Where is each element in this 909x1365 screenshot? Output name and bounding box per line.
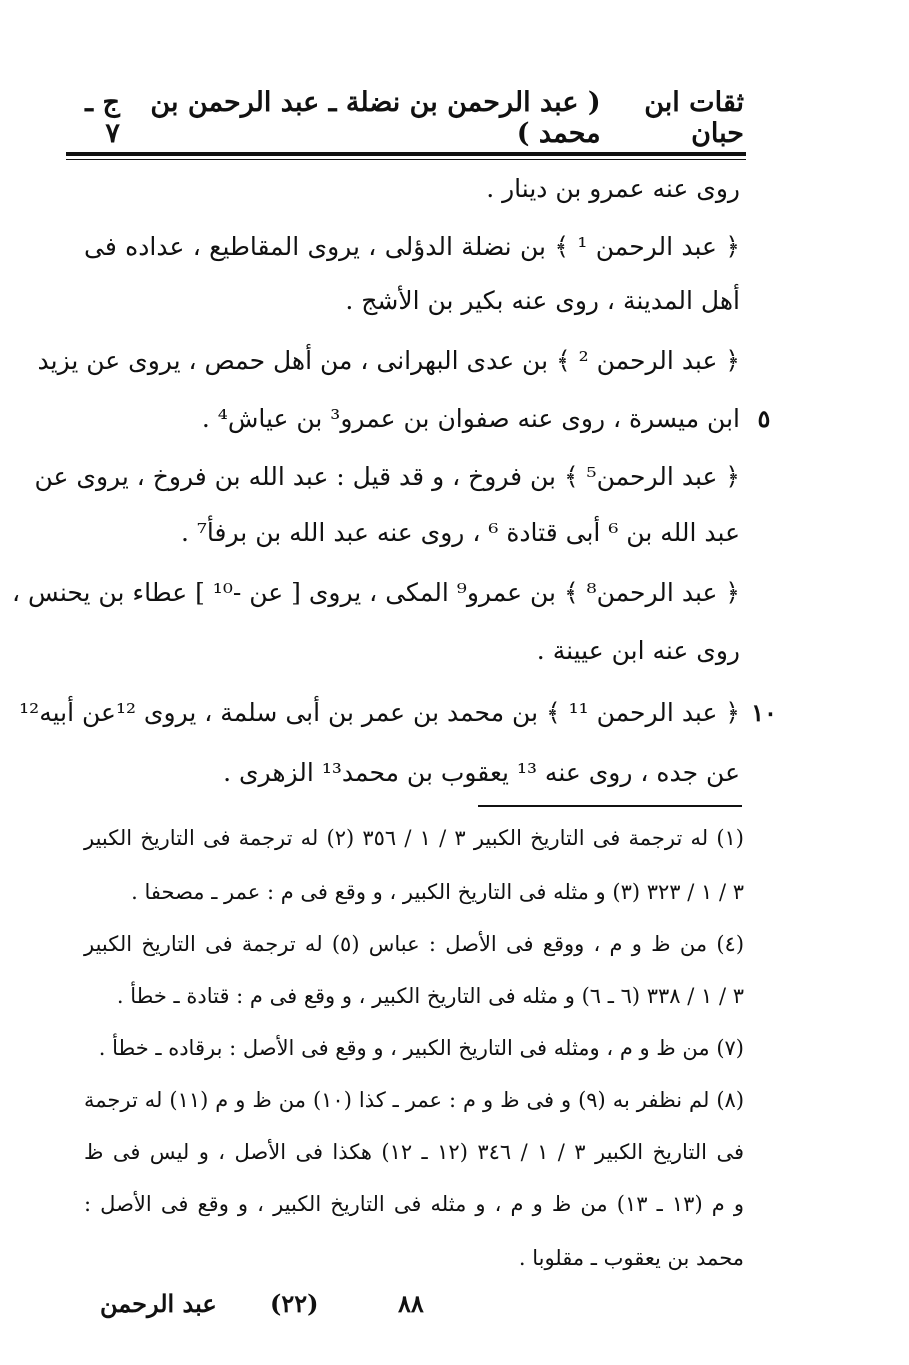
text-line: روى عنه عمرو بن دينار . [486, 174, 740, 203]
page-number: ٨٨ [398, 1289, 424, 1318]
text-line: عبد الله بن ⁶ أبى قتادة ⁶ ، روى عنه عبد الله بن برفأ⁷ . [180, 518, 740, 547]
header-rule-thin [66, 159, 746, 160]
text-line: ﴿ عبد الرحمن ¹¹ ﴾ بن محمد بن عمر بن أبى سلمة ، يروى ¹²عن أبيه¹² [19, 698, 740, 727]
volume-number: ج ـ ٧ [85, 87, 120, 149]
book-title: ثقات ابن حبان [644, 87, 744, 149]
text-line: ابن ميسرة ، روى عنه صفوان بن عمرو³ بن عياش⁴ . [201, 404, 740, 433]
margin-line-number: ١٠ [751, 698, 777, 727]
text-line: ﴿ عبد الرحمن⁵ ﴾ بن فروخ ، و قد قيل : عبد الله بن فروخ ، يروى عن [34, 462, 740, 491]
margin-line-number: ٥ [757, 404, 771, 433]
footnote-separator [478, 805, 742, 807]
text-line: ﴿ عبد الرحمن ¹ ﴾ بن نضلة الدؤلى ، يروى المقاطيع ، عداده فى [84, 232, 740, 261]
footnote-line: ٣ / ١ / ٣٣٨ (٦ ـ ٦) و مثله فى التاريخ الكبير ، و وقع فى م : قتادة ـ خطأ . [116, 984, 744, 1008]
running-header [68, 87, 744, 149]
footnote-line: محمد بن يعقوب ـ مقلوبا . [518, 1246, 744, 1270]
text-line: ﴿ عبد الرحمن ² ﴾ بن عدى البهرانى ، من أهل حمص ، يروى عن يزيد [37, 346, 740, 375]
footer-section-name: عبد الرحمن [100, 1289, 217, 1318]
footnote-line: (١) له ترجمة فى التاريخ الكبير ٣ / ١ / ٣٥٦ (٢) له ترجمة فى التاريخ الكبير [84, 826, 744, 850]
footnote-line: و م (١٣ ـ ١٣) من ظ و م ، و مثله فى التاريخ الكبير ، و وقع فى الأصل : [84, 1192, 745, 1216]
footnote-line: (٧) من ظ و م ، ومثله فى التاريخ الكبير ، و وقع فى الأصل : برقاده ـ خطأ . [98, 1036, 744, 1060]
text-line: أهل المدينة ، روى عنه بكير بن الأشج . [345, 286, 740, 315]
footnote-line: فى التاريخ الكبير ٣ / ١ / ٣٤٦ (١٢ ـ ١٢) هكذا فى الأصل ، و ليس فى ظ [84, 1140, 744, 1164]
text-line: ﴿ عبد الرحمن⁸ ﴾ بن عمرو⁹ المكى ، يروى [ عن -¹⁰ ] عطاء بن يحنس ، [11, 578, 740, 607]
footnote-line: (٨) لم نظفر به (٩) و فى ظ و م : عمر ـ كذا (١٠) من ظ و م (١١) له ترجمة [84, 1088, 745, 1112]
text-line: روى عنه ابن عيينة . [536, 636, 740, 665]
footer-entry-number: (٢٢) [270, 1289, 319, 1318]
header-rule [66, 152, 746, 156]
entry-range: ( عبد الرحمن بن نضلة ـ عبد الرحمن بن محمد ) [150, 87, 601, 149]
footnote-line: (٤) من ظ و م ، ووقع فى الأصل : عباس (٥) له ترجمة فى التاريخ الكبير [84, 932, 745, 956]
footnote-line: ٣ / ١ / ٣٢٣ (٣) و مثله فى التاريخ الكبير ، و وقع فى م : عمر ـ مصحفا . [131, 880, 744, 904]
text-line: عن جده ، روى عنه ¹³ يعقوب بن محمد¹³ الزهرى . [223, 758, 740, 787]
